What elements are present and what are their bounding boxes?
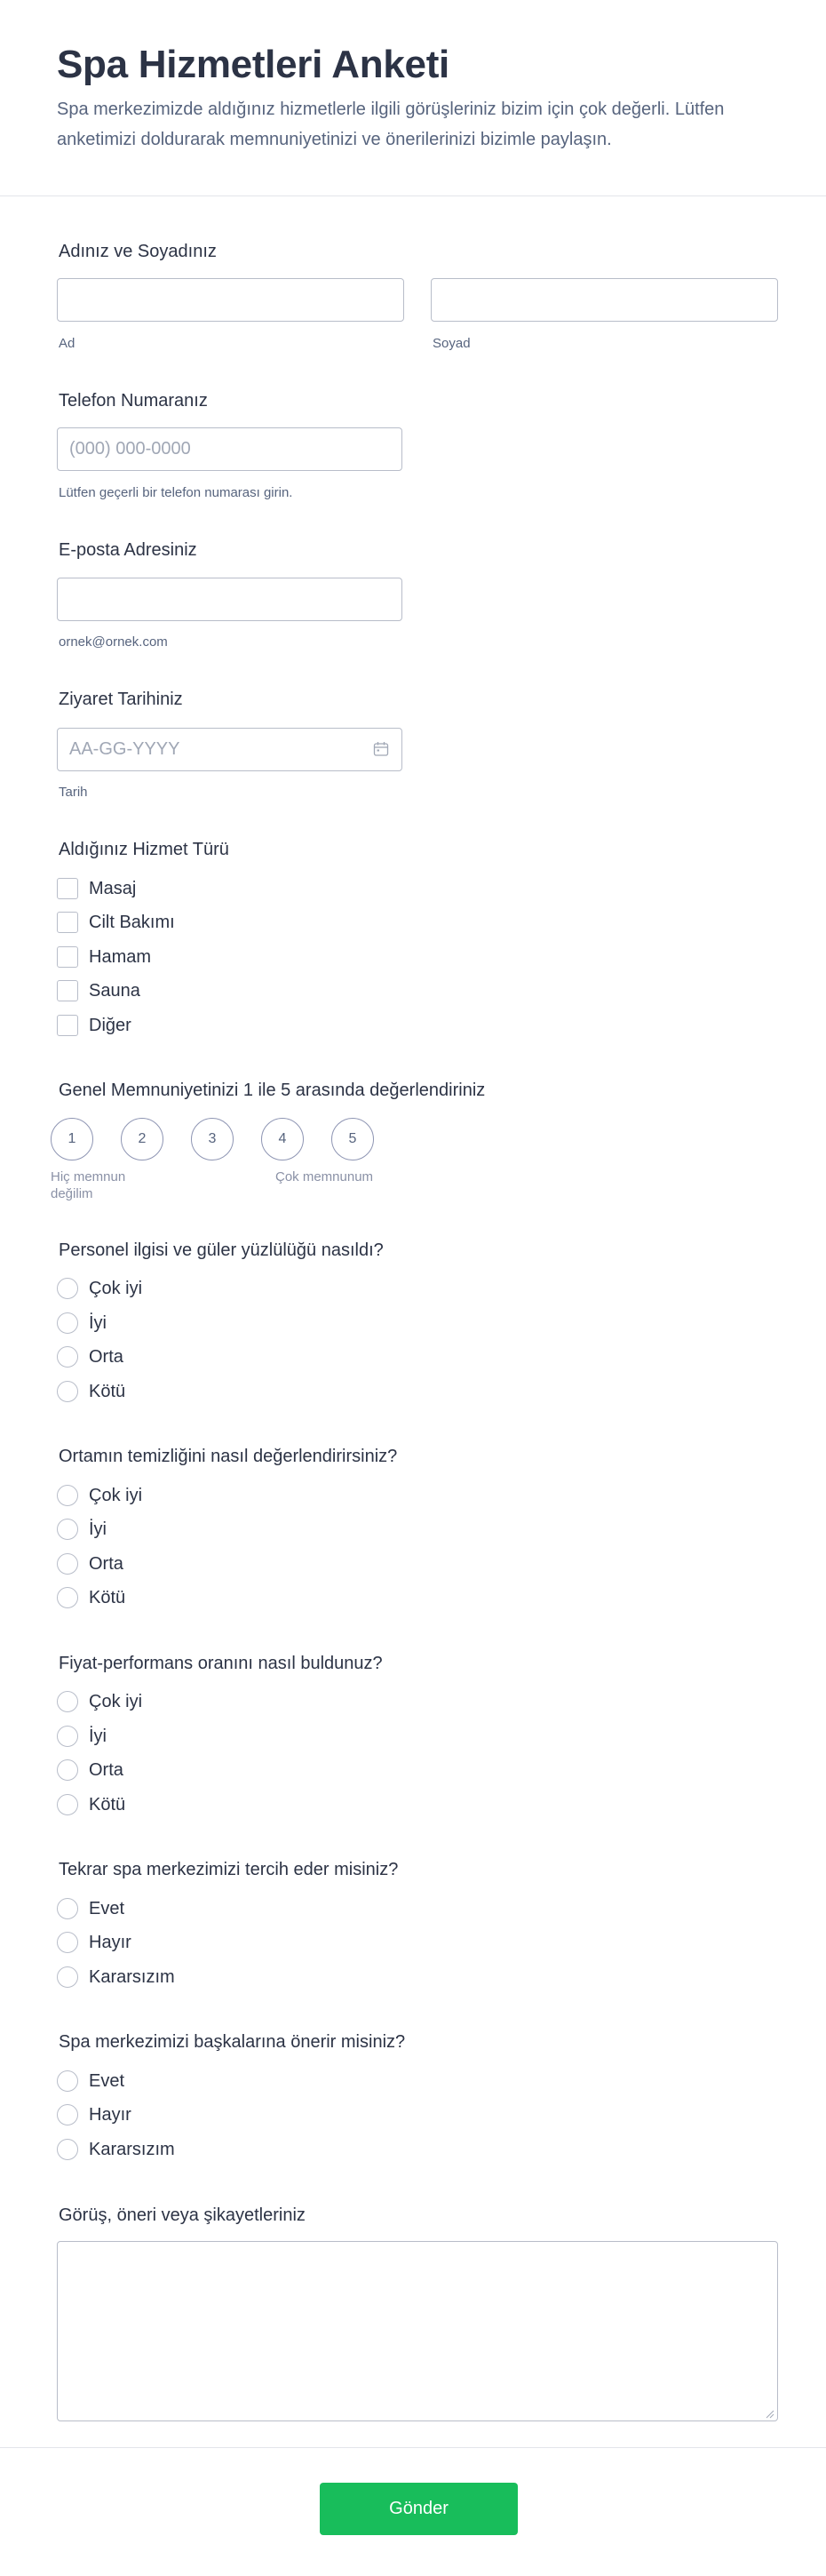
form-header xyxy=(0,0,826,196)
service-option-cilt-bakimi[interactable]: Cilt Bakımı xyxy=(57,911,175,934)
rating-option-4[interactable]: 4 xyxy=(261,1118,304,1160)
page-description: Spa merkezimizde aldığınız hizmetlerle ilgili görüşleriniz bizim için çok değerli. Lütfen anketimizi doldurarak memnuniyetinizi ve önerilerinizi bizimle paylaşın. xyxy=(57,100,725,149)
phone-sublabel: Lütfen geçerli bir telefon numarası girin. xyxy=(59,485,293,500)
rating-option-1[interactable]: 1 xyxy=(51,1118,93,1160)
revisit-option-evet[interactable]: Evet xyxy=(57,1897,124,1920)
email-label: E-posta Adresiniz xyxy=(59,540,197,560)
email-sublabel: ornek@ornek.com xyxy=(59,634,168,650)
radio[interactable] xyxy=(57,1553,78,1575)
page-title: Spa Hizmetleri Anketi xyxy=(57,43,449,86)
recommend-label: Spa merkezimizi başkalarına önerir misiniz? xyxy=(59,2032,406,2052)
radio[interactable] xyxy=(57,2070,78,2092)
radio[interactable] xyxy=(57,1485,78,1506)
rating-high-caption: Çok memnunum xyxy=(275,1169,374,1184)
visit-date-input[interactable] xyxy=(57,728,402,771)
price-option-kotu[interactable]: Kötü xyxy=(57,1793,125,1816)
cleanliness-option-orta[interactable]: Orta xyxy=(57,1552,123,1575)
radio[interactable] xyxy=(57,1381,78,1402)
radio[interactable] xyxy=(57,2139,78,2160)
first-name-input[interactable] xyxy=(57,278,404,322)
radio[interactable] xyxy=(57,1691,78,1712)
rating-low-caption: Hiç memnun değilim xyxy=(51,1169,126,1201)
revisit-label: Tekrar spa merkezimizi tercih eder misiniz? xyxy=(59,1860,399,1879)
checkbox[interactable] xyxy=(57,878,78,899)
last-name-sublabel: Soyad xyxy=(433,336,471,351)
radio[interactable] xyxy=(57,1519,78,1540)
submit-button[interactable]: Gönder xyxy=(320,2483,518,2535)
email-input[interactable] xyxy=(57,578,402,621)
revisit-option-kararsizim[interactable]: Kararsızım xyxy=(57,1966,175,1989)
rating-option-3[interactable]: 3 xyxy=(191,1118,234,1160)
cleanliness-label: Ortamın temizliğini nasıl değerlendirirsiniz? xyxy=(59,1447,398,1466)
phone-input[interactable] xyxy=(57,427,402,471)
radio[interactable] xyxy=(57,1794,78,1815)
price-option-orta[interactable]: Orta xyxy=(57,1759,123,1782)
checkbox[interactable] xyxy=(57,946,78,968)
radio[interactable] xyxy=(57,1312,78,1334)
staff-option-orta[interactable]: Orta xyxy=(57,1345,123,1368)
comments-textarea[interactable] xyxy=(57,2241,778,2421)
radio[interactable] xyxy=(57,1278,78,1299)
recommend-option-evet[interactable]: Evet xyxy=(57,2070,124,2093)
radio[interactable] xyxy=(57,1726,78,1747)
comments-label: Görüş, öneri veya şikayetleriniz xyxy=(59,2205,306,2225)
radio[interactable] xyxy=(57,1966,78,1988)
checkbox[interactable] xyxy=(57,980,78,1001)
staff-option-kotu[interactable]: Kötü xyxy=(57,1380,125,1403)
checkbox[interactable] xyxy=(57,912,78,933)
rating-option-2[interactable]: 2 xyxy=(121,1118,163,1160)
cleanliness-option-iyi[interactable]: İyi xyxy=(57,1518,107,1541)
radio[interactable] xyxy=(57,1932,78,1953)
cleanliness-option-kotu[interactable]: Kötü xyxy=(57,1586,125,1609)
checkbox[interactable] xyxy=(57,1015,78,1036)
name-label: Adınız ve Soyadınız xyxy=(59,242,217,261)
price-label: Fiyat-performans oranını nasıl buldunuz? xyxy=(59,1654,383,1673)
rating-option-5[interactable]: 5 xyxy=(331,1118,374,1160)
recommend-option-hayir[interactable]: Hayır xyxy=(57,2103,131,2126)
radio[interactable] xyxy=(57,1587,78,1608)
first-name-sublabel: Ad xyxy=(59,336,75,351)
staff-label: Personel ilgisi ve güler yüzlülüğü nasıldı? xyxy=(59,1240,384,1260)
staff-option-cok-iyi[interactable]: Çok iyi xyxy=(57,1277,142,1300)
staff-option-iyi[interactable]: İyi xyxy=(57,1312,107,1335)
phone-label: Telefon Numaranız xyxy=(59,391,208,411)
revisit-option-hayir[interactable]: Hayır xyxy=(57,1931,131,1954)
service-option-masaj[interactable]: Masaj xyxy=(57,877,136,900)
service-option-diger[interactable]: Diğer xyxy=(57,1014,131,1037)
service-type-label: Aldığınız Hizmet Türü xyxy=(59,840,229,859)
recommend-option-kararsizim[interactable]: Kararsızım xyxy=(57,2138,175,2161)
service-option-sauna[interactable]: Sauna xyxy=(57,979,140,1002)
visit-date-label: Ziyaret Tarihiniz xyxy=(59,690,183,709)
visit-date-sublabel: Tarih xyxy=(59,785,88,800)
radio[interactable] xyxy=(57,2104,78,2125)
last-name-input[interactable] xyxy=(431,278,778,322)
resize-grip-icon[interactable] xyxy=(764,2408,774,2419)
rating-label: Genel Memnuniyetinizi 1 ile 5 arasında değerlendiriniz xyxy=(59,1081,486,1100)
service-option-hamam[interactable]: Hamam xyxy=(57,945,151,969)
price-option-cok-iyi[interactable]: Çok iyi xyxy=(57,1690,142,1713)
radio[interactable] xyxy=(57,1346,78,1368)
price-option-iyi[interactable]: İyi xyxy=(57,1725,107,1748)
cleanliness-option-cok-iyi[interactable]: Çok iyi xyxy=(57,1484,142,1507)
radio[interactable] xyxy=(57,1898,78,1919)
calendar-icon[interactable] xyxy=(373,741,389,757)
radio[interactable] xyxy=(57,1759,78,1781)
